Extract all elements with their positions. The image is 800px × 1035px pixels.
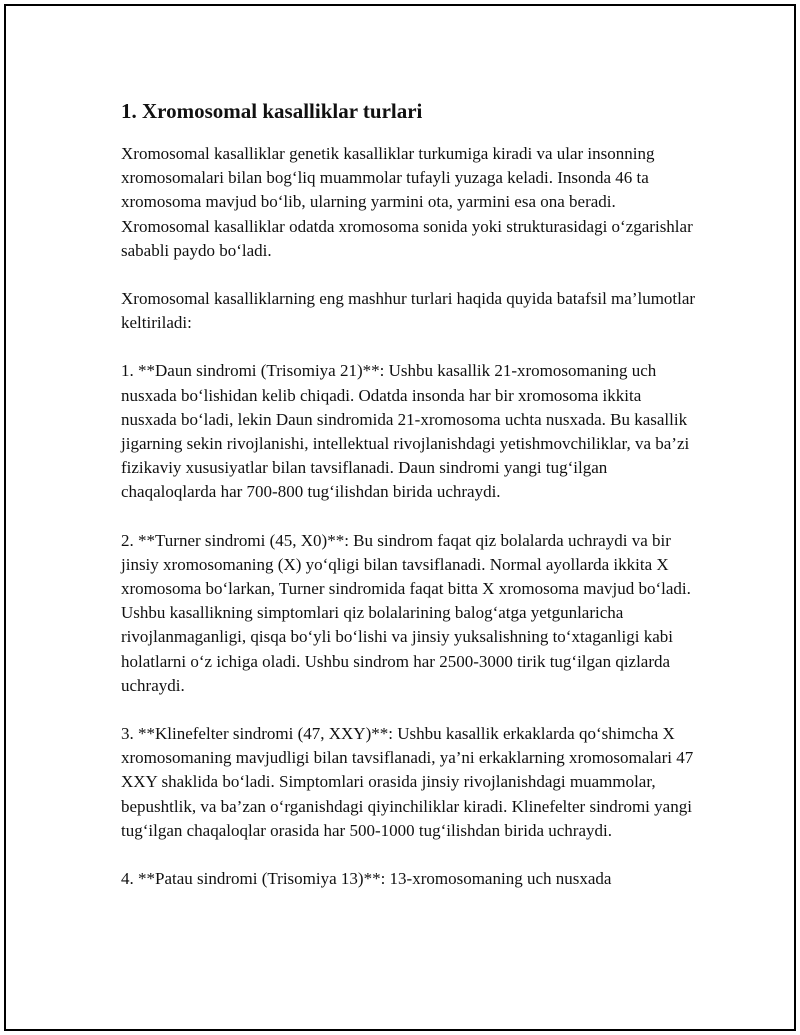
page-frame	[4, 4, 796, 1031]
paragraph-patau-syndrome: 4. **Patau sindromi (Trisomiya 13)**: 13-xromosomaning uch nusxada	[121, 869, 612, 889]
paragraph-overview: Xromosomal kasalliklarning eng mashhur turlari haqida quyida batafsil ma’lumotlar keltiriladi:	[121, 289, 696, 333]
section-heading: 1. Xromosomal kasalliklar turlari	[121, 99, 423, 123]
paragraph-down-syndrome: 1. **Daun sindromi (Trisomiya 21)**: Ushbu kasallik 21-xromosomaning uch nusxada bo‘lishidan kelib chiqadi. Odatda insonda har bir xromosoma ikkita nusxada bo‘ladi, lekin Daun sindromida 21-xromosoma uchta nusxada. Bu kasallik jigarning sekin rivojlanishi, intellektual rivojlanishdagi yetishmovchiliklar, va ba’zi fizikaviy xususiyatlar bilan tavsiflanadi. Daun sindromi yangi tug‘ilgan chaqaloqlarda har 700-800 tug‘ilishdan birida uchraydi.	[121, 361, 690, 502]
document-body	[121, 96, 696, 915]
paragraph-intro: Xromosomal kasalliklar genetik kasalliklar turkumiga kiradi va ular insonning xromosomalari bilan bog‘liq muammolar tufayli yuzaga keladi. Insonda 46 ta xromosoma mavjud bo‘lib, ularning yarmini ota, yarmini esa ona beradi. Xromosomal kasalliklar odatda xromosoma sonida yoki strukturasidagi o‘zgarishlar sababli paydo bo‘ladi.	[121, 144, 693, 260]
paragraph-turner-syndrome: 2. **Turner sindromi (45, X0)**: Bu sindrom faqat qiz bolalarda uchraydi va bir jinsiy xromosomaning (X) yo‘qligi bilan tavsiflanadi. Normal ayollarda ikkita X xromosoma bo‘larkan, Turner sindromida faqat bitta X xromosoma mavjud bo‘ladi. Ushbu kasallikning simptomlari qiz bolalarining balog‘atga yetgunlaricha rivojlanmaganligi, qisqa bo‘yli bo‘lishi va jinsiy yuksalishning to‘xtaganligi kabi holatlarni o‘z ichiga oladi. Ushbu sindrom har 2500-3000 tirik tug‘ilgan qizlarda uchraydi.	[121, 530, 691, 695]
paragraph-klinefelter-syndrome: 3. **Klinefelter sindromi (47, XXY)**: Ushbu kasallik erkaklarda qo‘shimcha X xromosomaning mavjudligi bilan tavsiflanadi, ya’ni erkaklarning xromosomalari 47 XXY shaklida bo‘ladi. Simptomlari orasida jinsiy rivojlanishdagi muammolar, bepushtlik, va ba’zan o‘rganishdagi qiyinchiliklar kiradi. Klinefelter sindromi yangi tug‘ilgan chaqaloqlar orasida har 500-1000 tug‘ilishdan birida uchraydi.	[121, 724, 694, 840]
